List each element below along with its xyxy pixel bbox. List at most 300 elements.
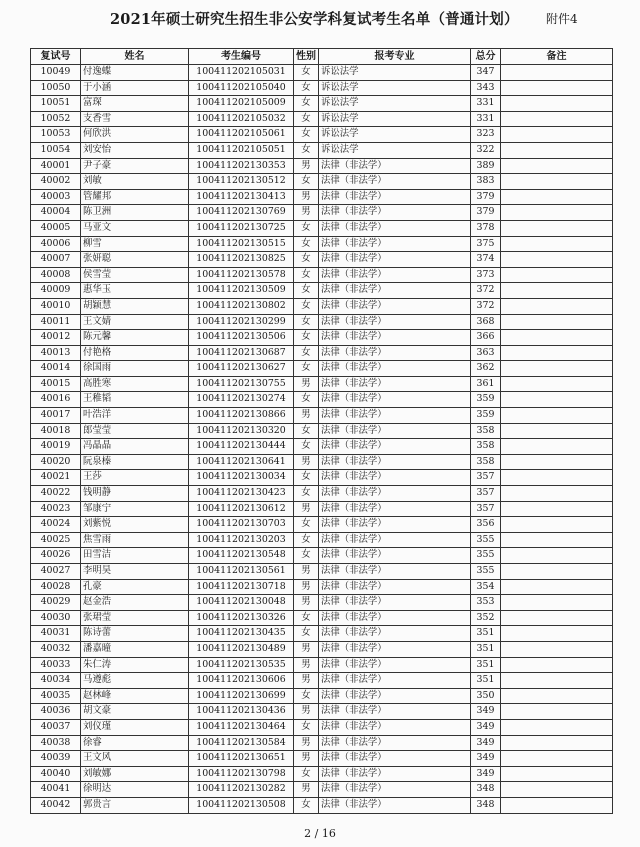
major-cell: 法律（非法学） <box>319 688 471 704</box>
candidate-no-cell: 100411202130755 <box>189 376 294 392</box>
major-cell: 法律（非法学） <box>319 205 471 221</box>
candidate-no-cell: 100411202130651 <box>189 751 294 767</box>
candidate-no-cell: 100411202130515 <box>189 236 294 252</box>
table-row <box>31 688 613 704</box>
exam-no-cell: 40018 <box>31 423 81 439</box>
exam-no-cell: 40036 <box>31 704 81 720</box>
name-cell: 赵金浩 <box>81 595 189 611</box>
gender-cell: 女 <box>294 797 319 813</box>
score-cell: 375 <box>471 236 501 252</box>
remarks-cell <box>501 735 613 751</box>
name-cell: 王稚韬 <box>81 392 189 408</box>
header-exam-no: 复试号 <box>31 49 81 65</box>
exam-no-cell: 40041 <box>31 782 81 798</box>
remarks-cell <box>501 205 613 221</box>
remarks-cell <box>501 127 613 143</box>
major-cell: 诉讼法学 <box>319 127 471 143</box>
gender-cell: 女 <box>294 439 319 455</box>
exam-no-cell: 40011 <box>31 314 81 330</box>
name-cell: 钱明静 <box>81 486 189 502</box>
score-cell: 331 <box>471 111 501 127</box>
table-row <box>31 111 613 127</box>
exam-no-cell: 10051 <box>31 96 81 112</box>
table-row <box>31 158 613 174</box>
score-cell: 359 <box>471 392 501 408</box>
exam-no-cell: 10050 <box>31 80 81 96</box>
candidate-no-cell: 100411202130512 <box>189 174 294 190</box>
gender-cell: 男 <box>294 189 319 205</box>
remarks-cell <box>501 96 613 112</box>
candidate-no-cell: 100411202130444 <box>189 439 294 455</box>
name-cell: 张珺莹 <box>81 610 189 626</box>
gender-cell: 男 <box>294 751 319 767</box>
remarks-cell <box>501 252 613 268</box>
major-cell: 法律（非法学） <box>319 766 471 782</box>
exam-no-cell: 40039 <box>31 751 81 767</box>
gender-cell: 女 <box>294 174 319 190</box>
gender-cell: 男 <box>294 376 319 392</box>
remarks-cell <box>501 626 613 642</box>
candidate-no-cell: 100411202130769 <box>189 205 294 221</box>
remarks-cell <box>501 595 613 611</box>
score-cell: 351 <box>471 673 501 689</box>
remarks-cell <box>501 532 613 548</box>
name-cell: 柳雪 <box>81 236 189 252</box>
table-row <box>31 548 613 564</box>
major-cell: 法律（非法学） <box>319 517 471 533</box>
exam-no-cell: 40022 <box>31 486 81 502</box>
remarks-cell <box>501 564 613 580</box>
exam-no-cell: 40003 <box>31 189 81 205</box>
gender-cell: 男 <box>294 501 319 517</box>
name-cell: 付逸蝶 <box>81 65 189 81</box>
remarks-cell <box>501 220 613 236</box>
name-cell: 于小涵 <box>81 80 189 96</box>
table-row <box>31 782 613 798</box>
table-row <box>31 142 613 158</box>
table-row <box>31 298 613 314</box>
name-cell: 张妍聪 <box>81 252 189 268</box>
major-cell: 诉讼法学 <box>319 142 471 158</box>
remarks-cell <box>501 486 613 502</box>
major-cell: 法律（非法学） <box>319 595 471 611</box>
exam-no-cell: 40035 <box>31 688 81 704</box>
table-row <box>31 532 613 548</box>
exam-no-cell: 40038 <box>31 735 81 751</box>
candidate-no-cell: 100411202105061 <box>189 127 294 143</box>
score-cell: 368 <box>471 314 501 330</box>
candidate-no-cell: 100411202130320 <box>189 423 294 439</box>
gender-cell: 男 <box>294 579 319 595</box>
major-cell: 诉讼法学 <box>319 111 471 127</box>
candidate-no-cell: 100411202130641 <box>189 454 294 470</box>
remarks-cell <box>501 673 613 689</box>
remarks-cell <box>501 298 613 314</box>
table-row <box>31 564 613 580</box>
remarks-cell <box>501 65 613 81</box>
candidate-no-cell: 100411202130798 <box>189 766 294 782</box>
remarks-cell <box>501 517 613 533</box>
exam-no-cell: 40037 <box>31 719 81 735</box>
score-cell: 379 <box>471 205 501 221</box>
table-row <box>31 236 613 252</box>
candidate-no-cell: 100411202105009 <box>189 96 294 112</box>
gender-cell: 女 <box>294 719 319 735</box>
name-cell: 付艳格 <box>81 345 189 361</box>
remarks-cell <box>501 314 613 330</box>
gender-cell: 女 <box>294 65 319 81</box>
gender-cell: 女 <box>294 548 319 564</box>
score-cell: 357 <box>471 486 501 502</box>
score-cell: 362 <box>471 361 501 377</box>
major-cell: 诉讼法学 <box>319 65 471 81</box>
candidate-no-cell: 100411202105032 <box>189 111 294 127</box>
score-cell: 353 <box>471 595 501 611</box>
remarks-cell <box>501 392 613 408</box>
score-cell: 354 <box>471 579 501 595</box>
major-cell: 法律（非法学） <box>319 626 471 642</box>
candidate-no-cell: 100411202130687 <box>189 345 294 361</box>
score-cell: 356 <box>471 517 501 533</box>
score-cell: 349 <box>471 704 501 720</box>
candidate-no-cell: 100411202105051 <box>189 142 294 158</box>
exam-no-cell: 40042 <box>31 797 81 813</box>
name-cell: 郎莹莹 <box>81 423 189 439</box>
name-cell: 刘仪瑾 <box>81 719 189 735</box>
score-cell: 358 <box>471 439 501 455</box>
header-major: 报考专业 <box>319 49 471 65</box>
major-cell: 法律（非法学） <box>319 470 471 486</box>
annex-label: 附件4 <box>546 12 578 26</box>
name-cell: 徐睿 <box>81 735 189 751</box>
gender-cell: 男 <box>294 735 319 751</box>
major-cell: 法律（非法学） <box>319 392 471 408</box>
exam-no-cell: 40002 <box>31 174 81 190</box>
score-cell: 383 <box>471 174 501 190</box>
remarks-cell <box>501 376 613 392</box>
remarks-cell <box>501 189 613 205</box>
exam-no-cell: 40007 <box>31 252 81 268</box>
exam-no-cell: 40006 <box>31 236 81 252</box>
name-cell: 徐明达 <box>81 782 189 798</box>
header-name: 姓名 <box>81 49 189 65</box>
table-row <box>31 80 613 96</box>
name-cell: 王莎 <box>81 470 189 486</box>
name-cell: 马亚文 <box>81 220 189 236</box>
score-cell: 348 <box>471 797 501 813</box>
header-candidate-no: 考生编号 <box>189 49 294 65</box>
table-row <box>31 361 613 377</box>
exam-no-cell: 40030 <box>31 610 81 626</box>
header-remarks: 备注 <box>501 49 613 65</box>
table-row <box>31 376 613 392</box>
exam-no-cell: 40024 <box>31 517 81 533</box>
gender-cell: 男 <box>294 673 319 689</box>
name-cell: 胡颖慧 <box>81 298 189 314</box>
major-cell: 法律（非法学） <box>319 486 471 502</box>
exam-no-cell: 40008 <box>31 267 81 283</box>
major-cell: 法律（非法学） <box>319 423 471 439</box>
table-header-row <box>31 49 613 65</box>
name-cell: 李明昊 <box>81 564 189 580</box>
major-cell: 法律（非法学） <box>319 220 471 236</box>
remarks-cell <box>501 330 613 346</box>
gender-cell: 女 <box>294 236 319 252</box>
name-cell: 高胜寒 <box>81 376 189 392</box>
candidate-no-cell: 100411202130508 <box>189 797 294 813</box>
remarks-cell <box>501 158 613 174</box>
candidate-no-cell: 100411202130866 <box>189 408 294 424</box>
candidate-no-cell: 100411202130703 <box>189 517 294 533</box>
remarks-cell <box>501 704 613 720</box>
score-cell: 355 <box>471 548 501 564</box>
candidate-no-cell: 100411202130584 <box>189 735 294 751</box>
name-cell: 何欣洪 <box>81 127 189 143</box>
exam-no-cell: 40010 <box>31 298 81 314</box>
header-gender: 性别 <box>294 49 319 65</box>
exam-no-cell: 40015 <box>31 376 81 392</box>
exam-no-cell: 40020 <box>31 454 81 470</box>
major-cell: 法律（非法学） <box>319 252 471 268</box>
major-cell: 法律（非法学） <box>319 330 471 346</box>
table-row <box>31 392 613 408</box>
candidate-no-cell: 100411202130299 <box>189 314 294 330</box>
candidate-no-cell: 100411202130435 <box>189 626 294 642</box>
table-row <box>31 719 613 735</box>
major-cell: 法律（非法学） <box>319 673 471 689</box>
major-cell: 法律（非法学） <box>319 454 471 470</box>
remarks-cell <box>501 439 613 455</box>
candidate-no-cell: 100411202130423 <box>189 486 294 502</box>
exam-no-cell: 40033 <box>31 657 81 673</box>
exam-no-cell: 40040 <box>31 766 81 782</box>
name-cell: 惠华玉 <box>81 283 189 299</box>
candidate-no-cell: 100411202130489 <box>189 641 294 657</box>
candidate-no-cell: 100411202130718 <box>189 579 294 595</box>
table-row <box>31 65 613 81</box>
table-row <box>31 454 613 470</box>
exam-no-cell: 40025 <box>31 532 81 548</box>
gender-cell: 女 <box>294 361 319 377</box>
exam-no-cell: 40009 <box>31 283 81 299</box>
exam-no-cell: 40028 <box>31 579 81 595</box>
name-cell: 尹子豪 <box>81 158 189 174</box>
score-cell: 357 <box>471 501 501 517</box>
remarks-cell <box>501 641 613 657</box>
remarks-cell <box>501 751 613 767</box>
table-row <box>31 517 613 533</box>
major-cell: 法律（非法学） <box>319 158 471 174</box>
candidate-no-cell: 100411202130548 <box>189 548 294 564</box>
table-row <box>31 408 613 424</box>
exam-no-cell: 40004 <box>31 205 81 221</box>
exam-no-cell: 10049 <box>31 65 81 81</box>
table-row <box>31 314 613 330</box>
gender-cell: 女 <box>294 392 319 408</box>
remarks-cell <box>501 548 613 564</box>
candidate-no-cell: 100411202130034 <box>189 470 294 486</box>
remarks-cell <box>501 408 613 424</box>
gender-cell: 男 <box>294 595 319 611</box>
name-cell: 陈元馨 <box>81 330 189 346</box>
major-cell: 法律（非法学） <box>319 408 471 424</box>
score-cell: 323 <box>471 127 501 143</box>
exam-no-cell: 40023 <box>31 501 81 517</box>
name-cell: 叶浩洋 <box>81 408 189 424</box>
candidate-no-cell: 100411202130606 <box>189 673 294 689</box>
remarks-cell <box>501 236 613 252</box>
name-cell: 陈卫洲 <box>81 205 189 221</box>
gender-cell: 女 <box>294 688 319 704</box>
score-cell: 378 <box>471 220 501 236</box>
name-cell: 冯晶晶 <box>81 439 189 455</box>
name-cell: 马遵彪 <box>81 673 189 689</box>
gender-cell: 男 <box>294 641 319 657</box>
name-cell: 赵林峰 <box>81 688 189 704</box>
gender-cell: 女 <box>294 486 319 502</box>
table-row <box>31 501 613 517</box>
major-cell: 法律（非法学） <box>319 174 471 190</box>
remarks-cell <box>501 501 613 517</box>
major-cell: 法律（非法学） <box>319 314 471 330</box>
exam-no-cell: 10053 <box>31 127 81 143</box>
score-cell: 352 <box>471 610 501 626</box>
gender-cell: 女 <box>294 610 319 626</box>
name-cell: 富琛 <box>81 96 189 112</box>
exam-no-cell: 40016 <box>31 392 81 408</box>
candidate-no-cell: 100411202130509 <box>189 283 294 299</box>
score-cell: 359 <box>471 408 501 424</box>
score-cell: 372 <box>471 298 501 314</box>
score-cell: 351 <box>471 626 501 642</box>
name-cell: 支香雪 <box>81 111 189 127</box>
gender-cell: 女 <box>294 766 319 782</box>
candidate-no-cell: 100411202130699 <box>189 688 294 704</box>
score-cell: 361 <box>471 376 501 392</box>
score-cell: 349 <box>471 735 501 751</box>
score-cell: 349 <box>471 766 501 782</box>
major-cell: 法律（非法学） <box>319 548 471 564</box>
gender-cell: 男 <box>294 782 319 798</box>
candidate-no-cell: 100411202130413 <box>189 189 294 205</box>
remarks-cell <box>501 470 613 486</box>
table-row <box>31 486 613 502</box>
gender-cell: 女 <box>294 96 319 112</box>
exam-no-cell: 10052 <box>31 111 81 127</box>
remarks-cell <box>501 361 613 377</box>
table-row <box>31 345 613 361</box>
score-cell: 358 <box>471 454 501 470</box>
name-cell: 王文风 <box>81 751 189 767</box>
gender-cell: 女 <box>294 220 319 236</box>
name-cell: 王文婧 <box>81 314 189 330</box>
name-cell: 胡文豪 <box>81 704 189 720</box>
remarks-cell <box>501 657 613 673</box>
major-cell: 法律（非法学） <box>319 641 471 657</box>
score-cell: 373 <box>471 267 501 283</box>
name-cell: 刘紫悦 <box>81 517 189 533</box>
major-cell: 诉讼法学 <box>319 80 471 96</box>
table-row <box>31 423 613 439</box>
gender-cell: 女 <box>294 252 319 268</box>
table-row <box>31 766 613 782</box>
candidate-no-cell: 100411202130612 <box>189 501 294 517</box>
exam-no-cell: 40001 <box>31 158 81 174</box>
exam-no-cell: 40019 <box>31 439 81 455</box>
table-row <box>31 283 613 299</box>
score-cell: 349 <box>471 751 501 767</box>
major-cell: 法律（非法学） <box>319 704 471 720</box>
candidate-no-cell: 100411202130464 <box>189 719 294 735</box>
remarks-cell <box>501 610 613 626</box>
table-row <box>31 470 613 486</box>
gender-cell: 男 <box>294 408 319 424</box>
major-cell: 法律（非法学） <box>319 782 471 798</box>
table-row <box>31 267 613 283</box>
name-cell: 徐国雨 <box>81 361 189 377</box>
remarks-cell <box>501 423 613 439</box>
score-cell: 322 <box>471 142 501 158</box>
remarks-cell <box>501 111 613 127</box>
remarks-cell <box>501 797 613 813</box>
candidate-no-cell: 100411202130561 <box>189 564 294 580</box>
major-cell: 法律（非法学） <box>319 564 471 580</box>
candidate-no-cell: 100411202130506 <box>189 330 294 346</box>
name-cell: 管耀邦 <box>81 189 189 205</box>
name-cell: 潘嘉曈 <box>81 641 189 657</box>
table-row <box>31 189 613 205</box>
remarks-cell <box>501 579 613 595</box>
gender-cell: 女 <box>294 470 319 486</box>
table-row <box>31 220 613 236</box>
score-cell: 343 <box>471 80 501 96</box>
table-row <box>31 735 613 751</box>
score-cell: 347 <box>471 65 501 81</box>
name-cell: 田雪洁 <box>81 548 189 564</box>
table-row <box>31 673 613 689</box>
exam-no-cell: 40026 <box>31 548 81 564</box>
gender-cell: 女 <box>294 626 319 642</box>
name-cell: 郭贵言 <box>81 797 189 813</box>
name-cell: 陈诗蕾 <box>81 626 189 642</box>
candidate-no-cell: 100411202130436 <box>189 704 294 720</box>
score-cell: 351 <box>471 641 501 657</box>
name-cell: 朱仁涛 <box>81 657 189 673</box>
exam-no-cell: 40013 <box>31 345 81 361</box>
candidate-no-cell: 100411202130627 <box>189 361 294 377</box>
score-cell: 358 <box>471 423 501 439</box>
candidate-no-cell: 100411202105040 <box>189 80 294 96</box>
remarks-cell <box>501 782 613 798</box>
candidate-no-cell: 100411202130802 <box>189 298 294 314</box>
gender-cell: 女 <box>294 517 319 533</box>
score-cell: 379 <box>471 189 501 205</box>
exam-no-cell: 40027 <box>31 564 81 580</box>
gender-cell: 女 <box>294 330 319 346</box>
gender-cell: 女 <box>294 345 319 361</box>
remarks-cell <box>501 174 613 190</box>
major-cell: 法律（非法学） <box>319 361 471 377</box>
gender-cell: 男 <box>294 657 319 673</box>
table-row <box>31 252 613 268</box>
gender-cell: 女 <box>294 283 319 299</box>
name-cell: 刘敏 <box>81 174 189 190</box>
table-row <box>31 797 613 813</box>
score-cell: 372 <box>471 283 501 299</box>
exam-no-cell: 40034 <box>31 673 81 689</box>
gender-cell: 女 <box>294 127 319 143</box>
candidate-no-cell: 100411202130353 <box>189 158 294 174</box>
